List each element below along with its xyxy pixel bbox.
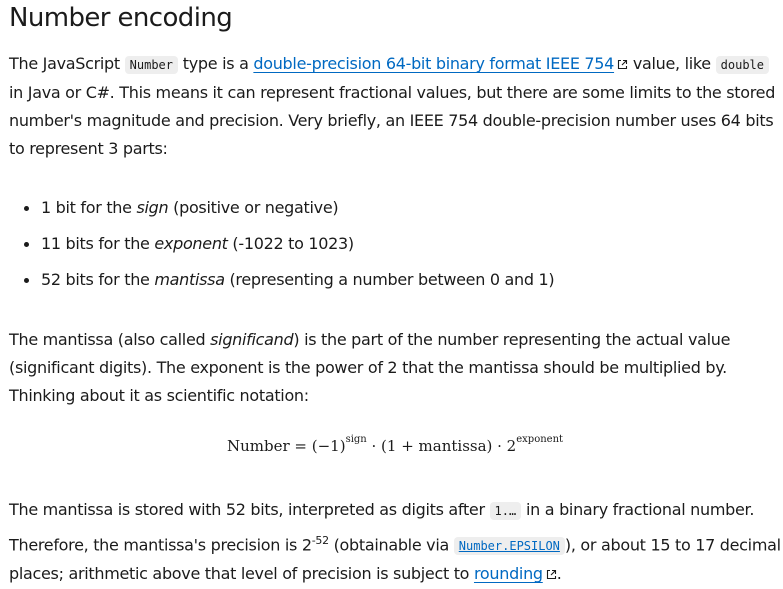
list-item (41, 230, 554, 258)
mantissa-paragraph (9, 326, 781, 410)
emphasis: sign (136, 198, 169, 217)
text: ) is the part of the number representing the actual value (significant digits). The exponent is the power of 2 that the mantissa should be multiplied by. Thinking about it as scientific notation: (9, 330, 731, 405)
text: The JavaScript (9, 54, 125, 73)
formula-superscript: exponent (516, 434, 564, 445)
external-link-icon (546, 561, 557, 589)
text: Therefore, the mantissa's precision is 2 (9, 535, 312, 555)
intro-paragraph (9, 50, 781, 163)
text: in a binary fractional number. (521, 500, 755, 519)
text-line (9, 527, 781, 589)
emphasis: significand (210, 330, 294, 349)
external-link-icon (617, 51, 628, 79)
code-epsilon[interactable]: Number.EPSILON (454, 537, 565, 555)
rounding-link[interactable] (474, 564, 557, 583)
text: . (556, 564, 562, 584)
code-number: Number (125, 56, 178, 74)
link-label[interactable]: rounding (473, 564, 543, 584)
text: (-1022 to 1023) (227, 234, 354, 253)
text: (positive or negative) (168, 198, 339, 217)
section-heading: Number encoding (9, 3, 233, 33)
text: 1 bit for the (41, 198, 137, 217)
text: The mantissa is stored with 52 bits, interpreted as digits after (9, 500, 490, 519)
text: value, like (628, 54, 716, 73)
link-label[interactable]: double-precision 64-bit binary format IEEE 754 (253, 54, 615, 73)
number-epsilon-link[interactable] (454, 535, 565, 554)
text: type is a (178, 54, 254, 73)
bullet-icon (24, 242, 29, 247)
text: in Java or C#. This means it can represent fractional values, but there are some limits to the stored number's magnitude and precision. Very briefly, an IEEE 754 double-precision number uses 64 bits to represent 3 parts: (9, 83, 776, 158)
text: (obtainable via (328, 535, 454, 555)
precision-paragraph (9, 496, 781, 589)
bit-parts-list (9, 194, 554, 302)
formula-part: · (1 + mantissa) · 2 (366, 437, 517, 455)
code-one: 1.… (490, 502, 522, 520)
text: ), or about 15 to 17 decimal places; arithmetic above that level of precision is subject to (9, 535, 781, 584)
bullet-icon (24, 278, 29, 283)
code-double: double (716, 56, 769, 74)
text: (representing a number between 0 and 1) (224, 270, 555, 289)
text: 11 bits for the (41, 234, 155, 253)
emphasis: exponent (154, 234, 228, 253)
scientific-notation-formula (9, 434, 781, 455)
formula-superscript: sign (345, 434, 367, 445)
list-item (41, 266, 554, 294)
text: The mantissa (also called (9, 330, 211, 349)
text-line (9, 496, 781, 525)
text: 52 bits for the (41, 270, 155, 289)
formula-part: Number = (−1) (226, 437, 346, 455)
emphasis: mantissa (154, 270, 225, 289)
bullet-icon (24, 206, 29, 211)
list-item (41, 194, 554, 222)
ieee754-link[interactable] (253, 54, 628, 73)
superscript: -52 (311, 534, 329, 547)
